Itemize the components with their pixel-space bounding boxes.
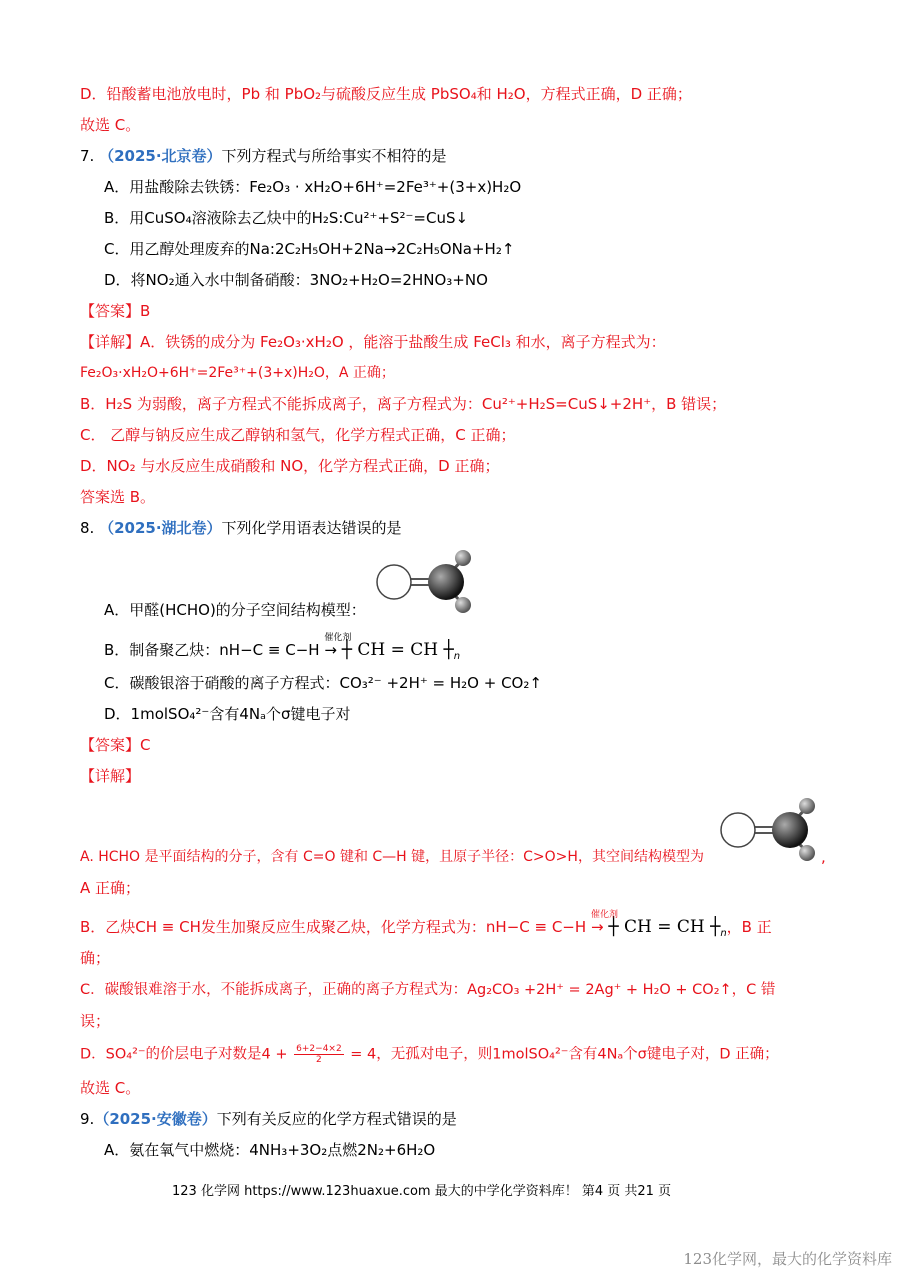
answer-label: 【答案】	[80, 736, 141, 754]
question-7-header	[80, 146, 447, 166]
explanation-line	[80, 332, 666, 352]
final-answer: 故选 C。	[80, 1079, 141, 1097]
answer-label: 【答案】	[80, 302, 141, 320]
arrow: →	[324, 641, 337, 659]
page-footer: 123 化学网 https://www.123huaxue.com 最大的中学化学资料库！ 第4 页 共21 页	[172, 1184, 672, 1199]
question-number: 9.	[80, 1110, 95, 1128]
option-d: D．将NO₂通入水中制备硝酸：3NO₂+H₂O=2HNO₃+NO	[104, 271, 488, 289]
option-b	[104, 633, 461, 662]
explanation-b: B．H₂S 为弱酸，离子方程式不能拆成离子，离子方程式为：Cu²⁺+H₂S=CuS↓+2H⁺，B 错误；	[80, 395, 727, 413]
explanation-b	[80, 910, 772, 939]
question-8-header	[80, 518, 402, 538]
option-a: A．用盐酸除去铁锈：Fe₂O₃ · xH₂O+6H⁺=2Fe³⁺+(3+x)H₂O	[104, 178, 522, 196]
explanation-a-2: A 正确；	[80, 879, 141, 897]
arrow: →	[590, 918, 604, 936]
answer-line	[80, 301, 150, 321]
answer-value: C	[140, 736, 151, 754]
question-number: 7.	[80, 147, 95, 165]
option-a: A．氨在氧气中燃烧：4NH₃+3O₂点燃2N₂+6H₂O	[104, 1141, 436, 1159]
catalyst-label: 催化剂	[590, 910, 618, 920]
option-d: D．1molSO₄²⁻含有4Nₐ个σ键电子对	[104, 705, 351, 723]
catalyst-arrow	[324, 633, 352, 660]
explanation-c-2: 误；	[80, 1012, 111, 1030]
answer-line	[80, 735, 151, 755]
explanation-label: 【详解】	[80, 767, 141, 785]
option-c: C．用乙醇处理废弃的Na:2C₂H₅OH+2Na→2C₂H₅ONa+H₂↑	[104, 240, 515, 258]
fraction-denominator: 2	[316, 1055, 322, 1065]
final-answer: 答案选 B。	[80, 488, 156, 506]
answer-d-line: D．铅酸蓄电池放电时，Pb 和 PbO₂与硫酸反应生成 PbSO₄和 H₂O，方程式正确，D 正确；	[80, 85, 692, 103]
explanation-d-end: = 4，无孤对电子，则1molSO₄²⁻含有4Nₐ个σ键电子对，D 正确；	[350, 1046, 779, 1063]
question-stem: 下列化学用语表达错误的是	[221, 519, 402, 537]
watermark: 123化学网，最大的化学资料库	[683, 1250, 892, 1268]
polymer-n: n	[453, 651, 461, 662]
question-source: （2025·湖北卷）	[99, 519, 222, 537]
catalyst-arrow	[590, 910, 618, 937]
option-c: C．碳酸银溶于硝酸的离子方程式：CO₃²⁻ +2H⁺ = H₂O + CO₂↑	[104, 674, 542, 692]
question-9-header	[80, 1109, 457, 1129]
question-source: （2025·安徽卷）	[94, 1110, 217, 1128]
answer-choice-line: 故选 C。	[80, 116, 141, 134]
polymer-unit: ┼ CH = CH ┼	[341, 640, 454, 660]
option-b: B．用CuSO₄溶液除去乙炔中的H₂S:Cu²⁺+S²⁻=CuS↓	[104, 209, 469, 227]
explanation-a-comma: ,	[821, 848, 826, 866]
explanation-a: A. HCHO 是平面结构的分子，含有 C=O 键和 C—H 键，且原子半径：C>O>H，其空间结构模型为	[80, 849, 704, 865]
explanation-b-end: ，B 正	[726, 918, 772, 936]
fraction	[294, 1044, 344, 1065]
explanation-c: C． 乙醇与钠反应生成乙醇钠和氢气，化学方程式正确，C 正确；	[80, 426, 516, 444]
polymer-n: n	[720, 928, 727, 939]
explanation-b-2: 确；	[80, 949, 111, 967]
question-stem: 下列方程式与所给事实不相符的是	[221, 147, 447, 165]
explanation-d: D．NO₂ 与水反应生成硝酸和 NO，化学方程式正确，D 正确；	[80, 457, 500, 475]
explanation-d	[80, 1044, 779, 1065]
polymer-unit: ┼ CH = CH ┼	[608, 917, 721, 937]
explanation-b-text: B．乙炔CH ≡ CH发生加聚反应生成聚乙炔，化学方程式为：nH−C ≡ C−H	[80, 918, 587, 936]
explanation-a: A．铁锈的成分为 Fe₂O₃·xH₂O ，能溶于盐酸生成 FeCl₃ 和水，离子方程式为：	[140, 333, 666, 351]
explanation-label: 【详解】	[80, 333, 141, 351]
explanation-d-text: D．SO₄²⁻的价层电子对数是4 +	[80, 1046, 288, 1063]
question-number: 8.	[80, 519, 95, 537]
option-a: A．甲醛(HCHO)的分子空间结构模型：	[104, 601, 366, 619]
option-b-text: B．制备聚乙炔：nH−C ≡ C−H	[104, 641, 320, 659]
question-stem: 下列有关反应的化学方程式错误的是	[216, 1110, 457, 1128]
catalyst-label: 催化剂	[324, 633, 352, 643]
hcho-model-icon	[720, 796, 820, 862]
explanation-c: C．碳酸银难溶于水，不能拆成离子，正确的离子方程式为：Ag₂CO₃ +2H⁺ = 2Ag⁺ + H₂O + CO₂↑，C 错	[80, 982, 776, 998]
fraction-numerator: 6+2−4×2	[296, 1044, 342, 1054]
explanation-a-2: Fe₂O₃·xH₂O+6H⁺=2Fe³⁺+(3+x)H₂O，A 正确；	[80, 365, 395, 381]
hcho-model-icon	[376, 548, 476, 614]
answer-value: B	[140, 302, 151, 320]
question-source: （2025·北京卷）	[99, 147, 222, 165]
